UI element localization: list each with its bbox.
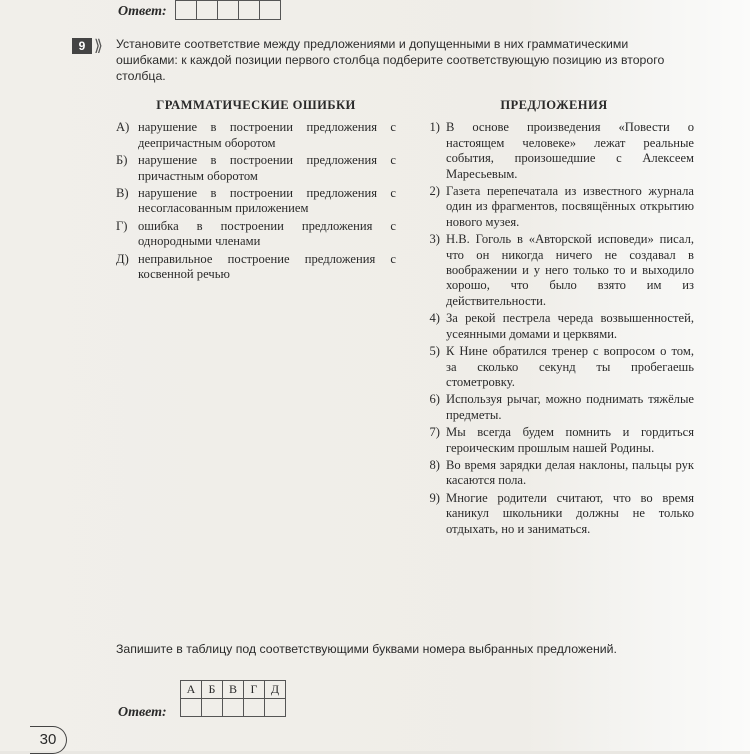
answer-label: Ответ: (118, 705, 167, 720)
sentence-text: За рекой пестрела череда возвышенностей, усеянными домами и церквями. (446, 311, 694, 341)
sentence-text: В основе произведения «Повести о настоящем человеке» лежат реальные события, произошедшие с Алексеем Маресьевым. (446, 120, 694, 181)
answer-cell[interactable] (181, 699, 202, 717)
sentences-column (414, 98, 694, 539)
answer-box[interactable] (239, 0, 260, 20)
error-text: ошибка в построении предложения с однородными членами (138, 218, 396, 249)
sentence-text: Многие родители считают, что во время каникул школьники должны не только отдыхать, но и заниматься. (446, 490, 694, 536)
error-text: неправильное построение предложения с косвенной речью (138, 251, 396, 282)
sentence-item (414, 232, 694, 309)
sentence-item (414, 491, 694, 537)
sentences-title: ПРЕДЛОЖЕНИЯ (500, 98, 608, 112)
answer-header-cell: В (223, 681, 244, 699)
answer-header-cell: Б (202, 681, 223, 699)
sentence-key: 1) (429, 120, 440, 135)
sentence-item (414, 344, 694, 390)
sentence-key: 2) (429, 184, 440, 199)
sentence-key: 5) (429, 344, 440, 359)
error-text: нарушение в построении предложения с деепричастным оборотом (138, 120, 396, 150)
answer-box[interactable] (260, 0, 281, 20)
answer-cell[interactable] (244, 699, 265, 717)
task-number-badge: 9 (72, 38, 92, 54)
error-item (116, 252, 396, 283)
error-key: Б) (116, 153, 128, 168)
sentence-item (414, 458, 694, 489)
grammar-errors-title: ГРАММАТИЧЕСКИЕ ОШИБКИ (156, 98, 356, 112)
previous-answer-label: Ответ: (118, 4, 167, 19)
task-instruction: Установите соответствие между предложениями и допущенными в них грамматическими ошибками: к каждой позиции первого столбца подберите соответствующую позицию из второго столбца. (116, 37, 665, 83)
error-item (116, 186, 396, 217)
task-header (72, 36, 692, 84)
answer-instruction: Запишите в таблицу под соответствующими буквами номера выбранных предложений. (116, 642, 617, 656)
error-key: А) (116, 120, 130, 135)
previous-answer-row (118, 0, 281, 20)
answer-table-header-row (181, 681, 286, 699)
sentence-item (414, 120, 694, 182)
answer-header-cell: Д (265, 681, 286, 699)
error-key: В) (116, 186, 129, 201)
sentence-key: 9) (429, 490, 440, 505)
sentence-key: 8) (429, 457, 440, 472)
sentence-text: Мы всегда будем помнить и гордиться героическим прошлым нашей Родины. (446, 425, 694, 455)
error-key: Д) (116, 251, 129, 266)
chevron-right-icon: ⟫ (94, 36, 103, 55)
error-key: Г) (116, 218, 128, 233)
sentence-key: 6) (429, 392, 440, 407)
sentence-item (414, 311, 694, 342)
grammar-errors-column (116, 98, 396, 284)
sentence-key: 7) (429, 425, 440, 440)
page-number: 30 (30, 726, 67, 754)
answer-header-cell: Г (244, 681, 265, 699)
previous-answer-boxes (175, 0, 281, 20)
sentence-item (414, 392, 694, 423)
sentence-item (414, 184, 694, 230)
error-text: нарушение в построении предложения с причастным оборотом (138, 153, 396, 183)
error-item (116, 219, 396, 250)
sentence-text: Используя рычаг, можно поднимать тяжёлые предметы. (446, 392, 694, 422)
answer-box[interactable] (175, 0, 197, 20)
answer-box[interactable] (197, 0, 218, 20)
sentence-key: 3) (429, 232, 440, 247)
answer-cell[interactable] (202, 699, 223, 717)
error-item (116, 120, 396, 151)
answer-cell[interactable] (265, 699, 286, 717)
error-item (116, 153, 396, 184)
sentence-text: Во время зарядки делая наклоны, пальцы рук касаются пола. (446, 457, 694, 488)
sentence-text: К Нине обратился тренер с вопросом о том, за сколько секунд ты пробегаешь стометровку. (446, 344, 694, 389)
sentence-text: Н.В. Гоголь в «Авторской исповеди» писал, что он никогда ничего не создавал в воображении и у него только то и выходило хорошо, что было взято им из действительности. (446, 232, 694, 308)
answer-table-input-row (181, 699, 286, 717)
sentence-text: Газета перепечатала из известного журнала один из фрагментов, посвящённых открытию нового музея. (446, 184, 694, 229)
sentence-key: 4) (429, 311, 440, 326)
sentence-item (414, 425, 694, 456)
error-text: нарушение в построении предложения с несогласованным приложением (138, 186, 396, 216)
answer-box[interactable] (218, 0, 239, 20)
answer-cell[interactable] (223, 699, 244, 717)
answer-table (180, 680, 286, 717)
answer-header-cell: А (181, 681, 202, 699)
